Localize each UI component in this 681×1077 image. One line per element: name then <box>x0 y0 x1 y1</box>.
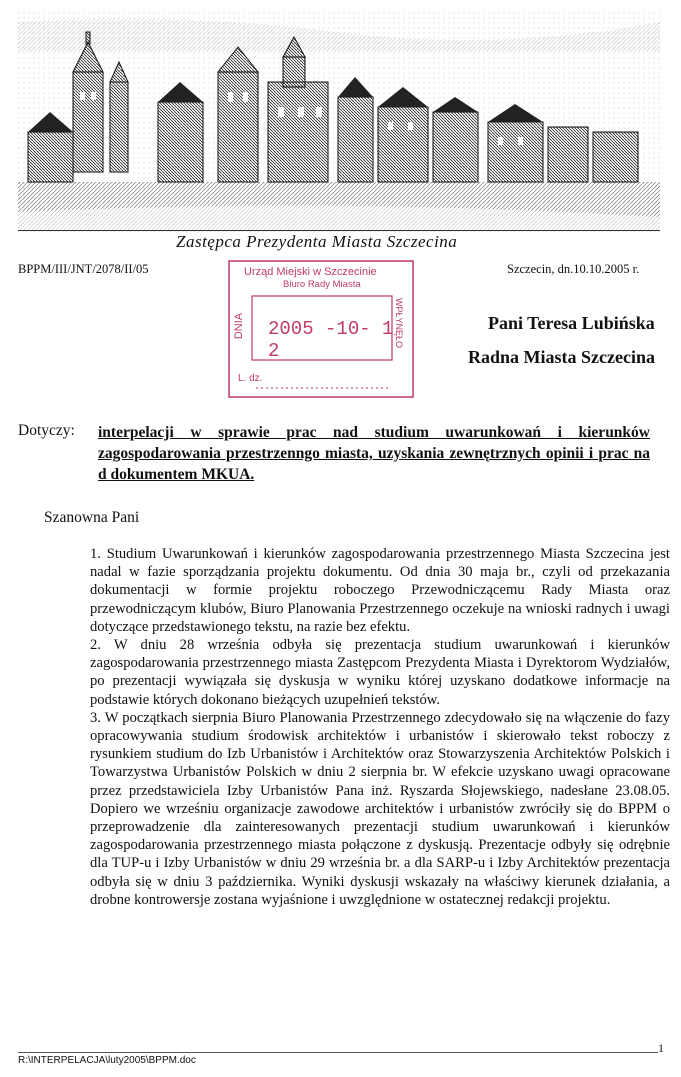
letter-body <box>90 545 670 909</box>
paragraph-2: 2. W dniu 28 września odbyła się prezentacja studium uwarunkowań i kierunków zagospodarowania przestrzennego miasta Zastępcom Prezydenta Miasta i Dyrektorom Wydziałów, po prezentacji wywiązała się dyskusja w wyniku której uzyskano dodatkowe informacje na podstawie których dokonano bieżących uzupełnień tekstów. <box>90 637 670 708</box>
paragraph-1: 1. Studium Uwarunkowań i kierunków zagospodarowania przestrzennego Miasta Szczecina jest nadal w fazie sporządzania projektu dokumentu. Od dnia 30 maja br., czyli od przekazania dokumentacji w formie projektu roboczego Przewodniczącemu Rady Miasta oraz przewodniczącym klubów, Biuro Planowania Przestrzennego oczekuje na wnioski radnych i uwagi dotyczące przedstawionego tekstu, na razie bez efektu. <box>90 546 670 635</box>
stamp-office: Urząd Miejski w Szczecinie <box>244 266 377 278</box>
paragraph-3: 3. W początkach sierpnia Biuro Planowania Przestrzennego zdecydowało się na włączenie do fazy opracowywania studium środowisk architektów i urbanistów i skierowało tekst roboczy z rysunkiem studium do Izb Urbanistów i Architektów oraz Stowarzyszenia Architektów Polskich i Towarzystwa Urbanistów Polskich w dniu 2 sierpnia br. W efekcie uzyskano uwagi opracowane przez przedstawiciela Izby Urbanistów Pana inż. Ryszarda Słojewskiego, nadesłane 23.08.05. Dopiero we wrześniu organizacje zawodowe architektów i urbanistów zwróciły się do BPPM o przeprowadzenie dla zainteresowanych prezentacji studium uwarunkowań i kierunków zagospodarowania przestrzennego miasta połączone z dyskusją. Prezentacje odbyły się odrębnie dla TUP-u i Izby Urbanistów w dniu 29 września br. a dla SARP-u i Izby Architektów prezentacja odbyła się w dniu 3 października. Wyniki dyskusji wskazały na właściwy kierunek działania, a drobne kontrowersje zostana wyjaśnione i uwzględnione w ostatecznej redakcji projektu. <box>90 709 670 908</box>
stamp-left-vertical: DNIA <box>233 312 246 340</box>
stamp-date: 2005 -10- 1 2 <box>268 318 394 362</box>
stamp-right-vertical: WPŁYNĘŁO <box>394 297 405 349</box>
footer-divider <box>18 1052 658 1053</box>
stamp-l-dz: L. dz. <box>238 373 263 384</box>
recipient-title: Radna Miasta Szczecina <box>468 347 655 367</box>
subject-text: interpelacji w sprawie prac nad studium uwarunkowań i kierunków zagospodarowania przestrzenngo miasta, uzyskania zewnętrznych opinii i prac na d dokumentem MKUA. <box>98 424 650 483</box>
greeting: Szanowna Pani <box>44 509 140 526</box>
letterhead-illustration <box>18 12 660 252</box>
file-path: R:\INTERPELACJA\luty2005\BPPM.doc <box>18 1055 196 1066</box>
received-stamp <box>228 260 414 398</box>
date-line: Szczecin, dn.10.10.2005 r. <box>507 262 640 276</box>
recipient-name: Pani Teresa Lubińska <box>488 313 655 333</box>
subject-label: Dotyczy: <box>18 422 75 439</box>
reference-number: BPPM/III/JNT/2078/II/05 <box>18 262 149 276</box>
stamp-department: Biuro Rady Miasta <box>283 279 361 290</box>
letterhead-title: Zastępca Prezydenta Miasta Szczecina <box>176 232 458 251</box>
page-number: 1 <box>658 1041 664 1055</box>
